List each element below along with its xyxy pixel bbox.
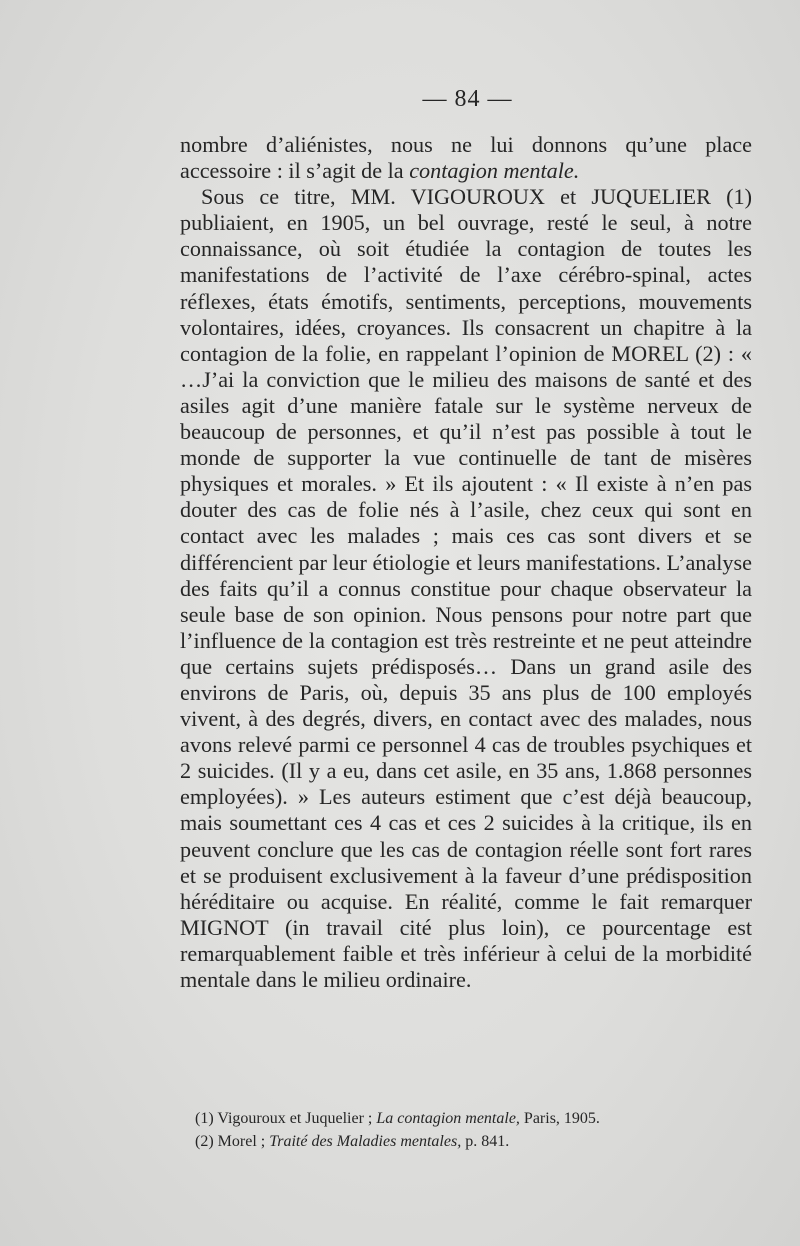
footnotes xyxy=(195,1107,755,1153)
footnote xyxy=(195,1130,755,1153)
paragraph-text: Sous ce titre, MM. VIGOUROUX et JUQUELIER (1) publiaient, en 1905, un bel ouvrage, resté le seul, à notre connaissance, où soit étudiée la contagion de toutes les manifestations de l’activité de l’axe cérébro-spinal, actes réflexes, états émotifs, sentiments, perceptions, mouvements volontaires, idées, croyances. Ils consacrent un chapitre à la contagion de la folie, en rappelant l’opinion de MOREL (2) : « …J’ai la conviction que le milieu des maisons de santé et des asiles agit d’une manière fatale sur le système nerveux de beaucoup de personnes, et qu’il n’est pas possible à tout le monde de supporter la vue continuelle de tant de misères physiques et morales. » Et ils ajoutent : « Il existe à n’en pas douter des cas de folie nés à l’asile, chez ceux qui sont en contact avec les malades ; mais ces cas sont divers et se différencient par leur étiologie et leurs manifestations. L’analyse des faits qu’il a connus constitue pour chaque observateur la seule base de son opinion. Nous pensons pour notre part que l’influence de la contagion est très restreinte et ne peut atteindre que certains sujets prédisposés… Dans un grand asile des environs de Paris, où, depuis 35 ans plus de 100 employés vivent, à des degrés, divers, en contact avec des malades, nous avons relevé parmi ce personnel 4 cas de troubles psychiques et 2 suicides. (Il y a eu, dans cet asile, en 35 ans, 1.868 personnes employées). » Les auteurs estiment que c’est déjà beaucoup, mais soumettant ces 4 cas et ces 2 suicides à la critique, ils en peuvent conclure que les cas de contagion réelle sont fort rares et se produisent exclusivement à la faveur d’une prédisposition héréditaire ou acquise. En réalité, comme le fait remarquer MIGNOT (in travail cité plus loin), ce pourcentage est remarquablement faible et très inférieur à celui de la morbidité mentale dans le milieu ordinaire. xyxy=(180,184,752,992)
footnote xyxy=(195,1107,755,1130)
footnote-text: p. 841. xyxy=(461,1133,510,1150)
footnote-italic-title: La contagion mentale, xyxy=(376,1110,520,1127)
footnote-text: Paris, 1905. xyxy=(519,1110,600,1127)
page-number: — 84 — xyxy=(422,86,513,112)
paragraph xyxy=(180,184,752,993)
body-text xyxy=(180,132,752,993)
footnote-text: (2) Morel ; xyxy=(195,1133,270,1150)
paragraph xyxy=(180,132,752,184)
footnote-italic-title: Traité des Maladies mentales, xyxy=(269,1133,462,1150)
italic-text: contagion mentale. xyxy=(409,158,580,184)
footnote-text: (1) Vigouroux et Juquelier ; xyxy=(195,1110,377,1127)
paragraph-text: nombre d’aliénistes, nous ne lui donnons qu’une place accessoire : il s’agit de la xyxy=(180,132,752,184)
